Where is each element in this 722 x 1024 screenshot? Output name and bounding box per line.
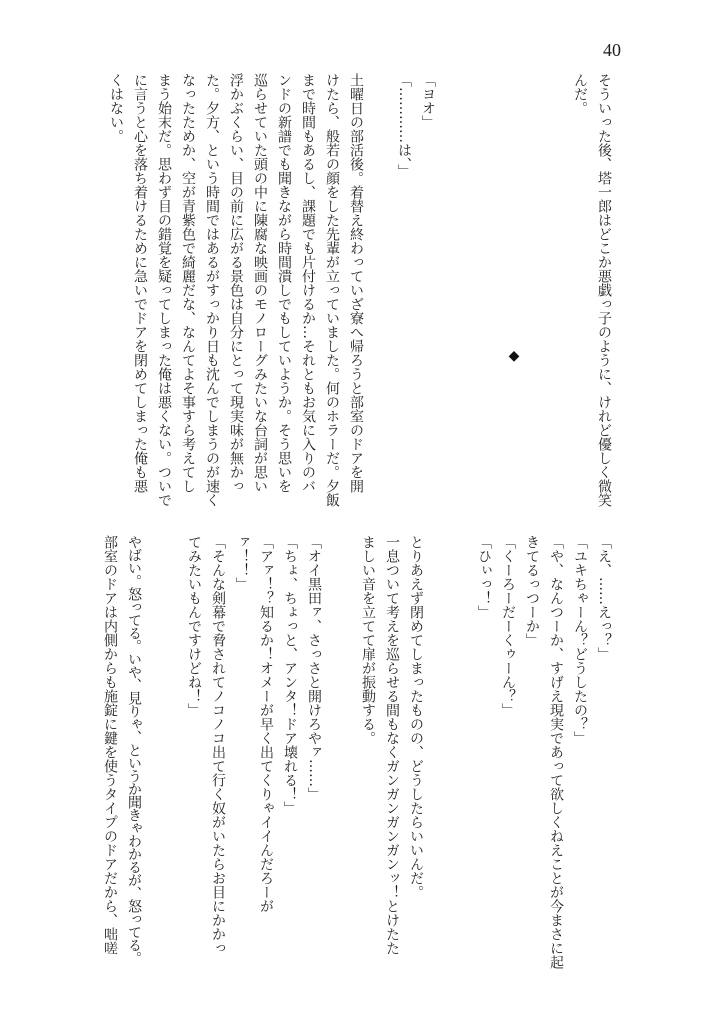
text-line: とりあえず閉めてしまったものの、どうしたらいいんだ。 [408,535,424,899]
text-line: 土曜日の部活後。着替え終わっていざ寮へ帰ろうと部室のドアを開 [348,73,364,493]
text-line: 部室のドアは内側からも施錠に鍵を使うタイプのドアだから、咄嗟 [102,535,118,955]
lower-tier [0,535,722,975]
text-line: そういった後、塔一郎はどこか悪戯っ子のように、けれど優しく微笑 [596,73,612,507]
dialogue-line: 「アァ！？知るか！オメーが早く出てくりゃイイんだろーが [258,535,274,913]
dialogue-line: 「…………は、」 [396,73,412,178]
dialogue-line: 「ヨオ」 [420,73,436,129]
dialogue-line: きてるっつーか」 [524,535,540,647]
text-line: くはない。 [108,73,124,143]
text-line: た。夕方、という時間ではあるがすっかり日も沈んでしまうのが速く [204,73,220,507]
dialogue-line: 「ちょ、ちょっと、アンタ！ドア壊れる！」 [282,535,298,815]
dialogue-line: 「ユキちゃーん？どうしたの？」 [572,535,588,745]
text-line: んだ。 [572,73,588,115]
text-line: まう始末だ。思わず目の錯覚を疑ってしまった俺は悪くない。ついで [156,73,172,507]
text-line: 一息ついて考えを巡らせる間もなくガンガンガンガンッ！とけたた [384,535,400,955]
dialogue-line: てみたいもんですけどね！」 [186,535,202,717]
text-line: ンドの新譜でも聞きながら時間潰しでもしていようか。そう思いを [276,73,292,493]
text-line: まで時間もあるし、課題でも片付けるか…それともお気に入りのバ [300,73,316,493]
dialogue-line: 「や、なんつーか、すげえ現実であって欲しくねえことが今まさに起 [548,535,564,969]
dialogue-line: 「くーろーだーくゥーん？」 [500,535,516,717]
upper-tier [0,73,722,507]
dialogue-line: 「え、……えっ？」 [596,535,612,661]
text-line: やばい。怒ってる。いや、見りゃ、というか聞きゃわかるが、怒ってる。 [126,535,142,964]
text-line: なったためか、空が青紫色で綺麗だな、なんてよそ事すら考えてし [180,73,196,493]
scene-break-diamond-icon: ◆ [508,348,520,364]
dialogue-line: 「そんな剣幕で脅されてノコノコ出て行く奴がいたらお目にかかっ [210,535,226,955]
text-line: に言うと心を落ち着けるために急いでドアを閉めてしまった俺も悪 [132,73,148,493]
text-line: 浮かぶくらい、目の前に広がる景色は自分にとって現実味が無かっ [228,73,244,493]
page-number: 40 [603,40,621,60]
dialogue-line: 「オイ黒田ァ、さっさと開けろやァ……」 [306,535,322,801]
text-line: ましい音を立てて扉が振動する。 [360,535,376,745]
text-line: けたら、般若の顔をした先輩が立っていました。何のホラーだ。夕飯 [324,73,340,507]
dialogue-line: 「ひぃっ！」 [476,535,492,619]
dialogue-line: ァ！！」 [234,535,250,591]
text-line: 巡らせていた頭の中に陳腐な映画のモノローグみたいな台詞が思い [252,73,268,493]
